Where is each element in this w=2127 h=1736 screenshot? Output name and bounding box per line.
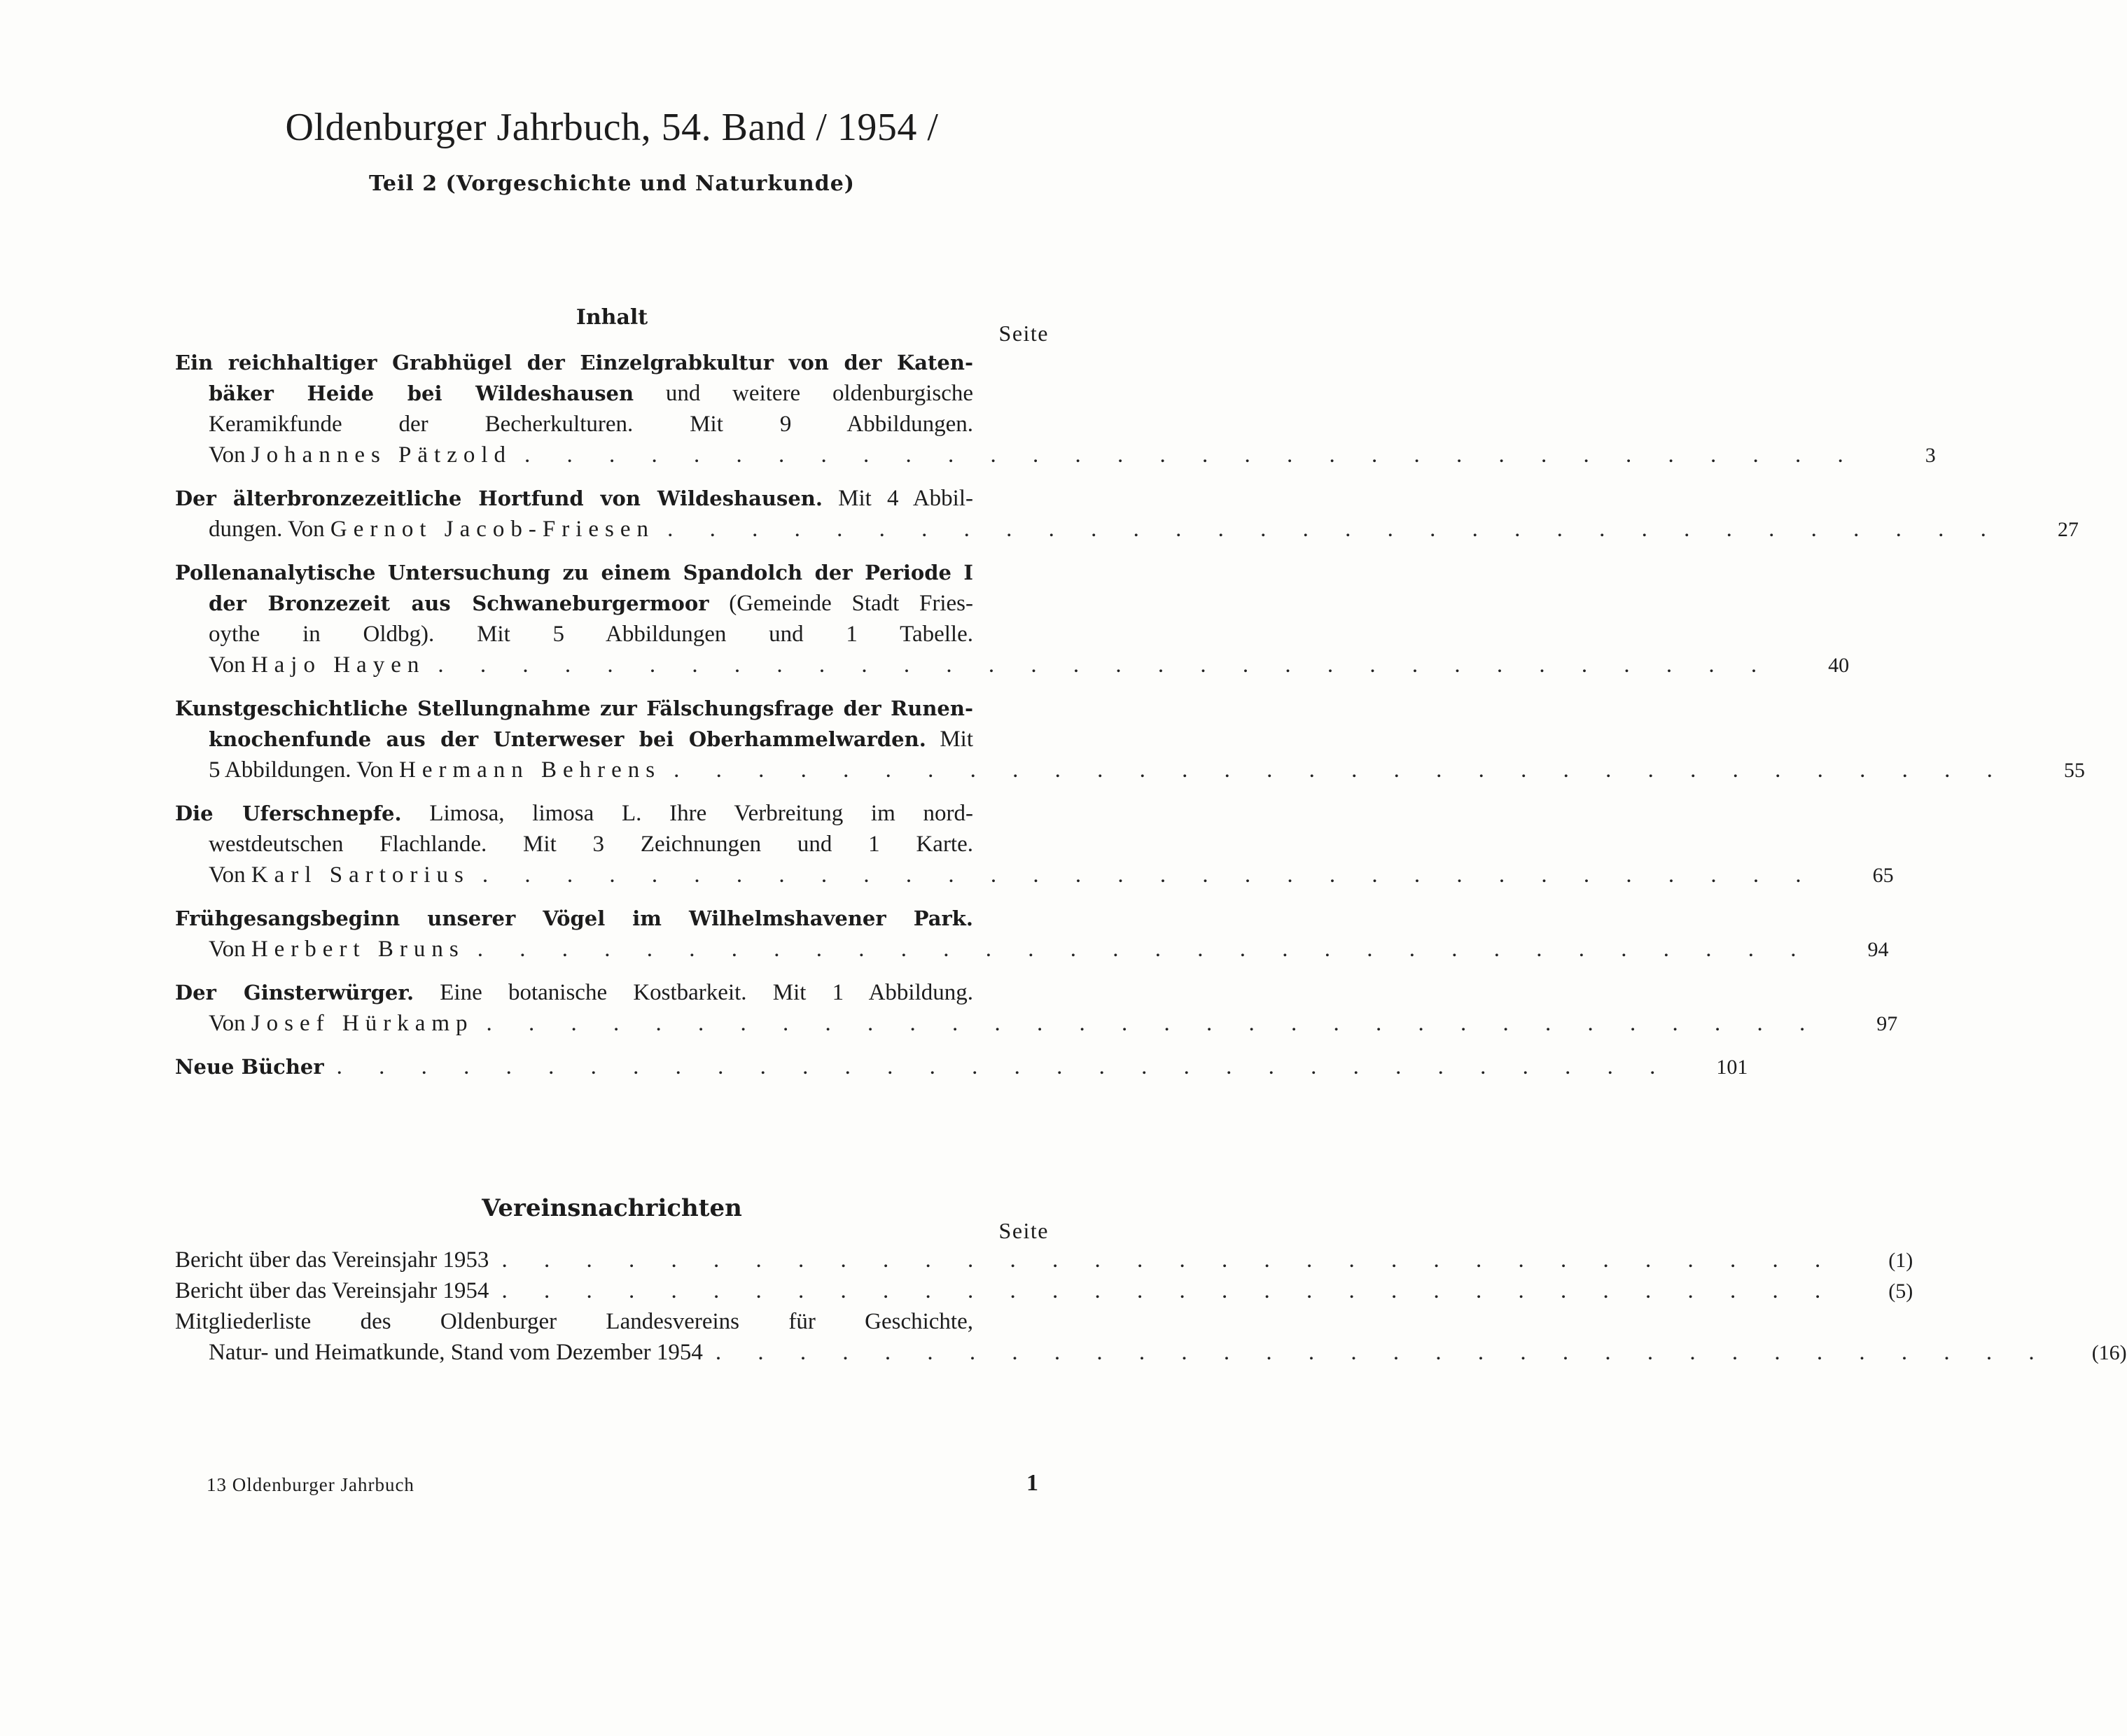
dot-leader: . . . . . . . . . . . . . . . . . . . . . . . . . . . . . . . . xyxy=(501,1278,1836,1303)
toc-line xyxy=(175,1011,1898,1042)
dot-leader: . . . . . . . . . . . . . . . . . . . . . . . . . . . . . . . . xyxy=(336,1054,1671,1079)
toc-line-text xyxy=(209,412,973,438)
toc-entry-text: westdeutschen Flachlande. Mit 3 Zeichnungen und 1 Karte. xyxy=(209,832,973,857)
association-contents xyxy=(175,1247,2127,1371)
dot-leader: . . . . . . . . . . . . . . . . . . . . . . . . . . . . . . . . xyxy=(715,1340,2050,1365)
toc-entry-text: Von xyxy=(209,442,251,468)
toc-entry-text: Limosa, limosa L. Ihre Verbreitung im nord- xyxy=(401,801,973,826)
toc-line-text xyxy=(209,442,512,468)
toc-line-text xyxy=(209,517,655,542)
dot-leader: . . . . . . . . . . . . . . . . . . . . . . . . . . . . . . . . xyxy=(674,757,2008,783)
dot-leader: . . . . . . . . . . . . . . . . . . . . . . . . . . . . . . . . xyxy=(501,1247,1836,1273)
footer-page-number: 1 xyxy=(1026,1470,1038,1496)
toc-entry-title: Die Uferschnepfe. xyxy=(175,802,402,825)
toc-line xyxy=(175,486,1050,517)
contents-page-label: Seite xyxy=(998,321,1049,346)
toc-line-text xyxy=(175,560,973,586)
footer-signature: 13 Oldenburger Jahrbuch xyxy=(207,1474,414,1495)
toc-line xyxy=(175,862,1894,893)
toc-entry-title: Pollenanalytische Untersuchung zu einem Spandolch der Periode I xyxy=(175,561,973,584)
toc-entry-title: Frühgesangsbeginn unserer Vögel im Wilhelmshavener Park. xyxy=(175,906,973,930)
toc-entry-text: oythe in Oldbg). Mit 5 Abbildungen und 1 Tabelle. xyxy=(209,622,973,647)
toc-line xyxy=(175,517,2079,547)
toc-entry xyxy=(175,980,1898,1042)
toc-entry xyxy=(175,560,1850,683)
toc-line-text xyxy=(175,1054,324,1080)
toc-line-text xyxy=(209,727,973,752)
toc-entry-title: Der Ginsterwürger. xyxy=(175,981,414,1004)
toc-line xyxy=(175,381,1050,412)
toc-entry-text: und weitere oldenburgische xyxy=(634,381,973,406)
toc-page-number: 94 xyxy=(1867,938,1889,961)
toc-line-text xyxy=(209,757,661,783)
toc-entry-title: knochenfunde aus der Unterweser bei Oberhammelwarden. xyxy=(209,727,926,751)
toc-entry-title: Kunstgeschichtliche Stellungnahme zur Fälschungsfrage der Runen- xyxy=(175,696,973,720)
toc-entry-text: Eine botanische Kostbarkeit. Mit 1 Abbildung. xyxy=(414,980,973,1005)
association-heading: Vereinsnachrichten xyxy=(482,1194,742,1222)
toc-line-text xyxy=(209,591,973,617)
dot-leader: . . . . . . . . . . . . . . . . . . . . . . . . . . . . . . . . xyxy=(482,862,1817,888)
toc-entry-title: Neue Bücher xyxy=(175,1055,324,1079)
toc-entry-author: Hermann Behrens xyxy=(398,757,662,783)
toc-line-text xyxy=(175,980,973,1006)
toc-line-text xyxy=(209,937,465,962)
association-line xyxy=(175,1309,1050,1340)
toc-line xyxy=(175,727,1050,757)
toc-entry-author: Karl Sartorius xyxy=(251,862,470,888)
toc-page-number: 55 xyxy=(2063,759,2085,782)
association-line-text: Natur- und Heimatkunde, Stand vom Dezember 1954 xyxy=(209,1340,703,1365)
toc-entry-text: (Gemeinde Stadt Fries- xyxy=(709,591,973,616)
association-line-text: Bericht über das Vereinsjahr 1953 xyxy=(175,1247,489,1273)
toc-line-text xyxy=(175,350,973,376)
association-page-number: (1) xyxy=(1888,1249,1913,1272)
toc-line-text xyxy=(175,696,973,722)
page-subtitle: Teil 2 (Vorgeschichte und Naturkunde) xyxy=(369,172,855,196)
toc-entry xyxy=(175,486,2079,547)
toc-entry-text: dungen. Von xyxy=(209,517,330,542)
association-entry xyxy=(175,1309,2127,1371)
toc-line xyxy=(175,622,1050,652)
association-entry xyxy=(175,1247,1913,1278)
association-line xyxy=(175,1247,1913,1278)
toc-entry-title: Ein reichhaltiger Grabhügel der Einzelgrabkultur von der Katen- xyxy=(175,351,973,374)
toc-page-number: 3 xyxy=(1925,444,1936,467)
dot-leader: . . . . . . . . . . . . . . . . . . . . . . . . . . . . . . . . xyxy=(667,517,2002,542)
toc-line xyxy=(175,757,2085,788)
toc-line-text xyxy=(209,381,973,407)
toc-line xyxy=(175,560,1050,591)
toc-line-text xyxy=(209,832,973,858)
toc-entry-title: bäker Heide bei Wildeshausen xyxy=(209,382,634,405)
toc-entry-author: Josef Hürkamp xyxy=(251,1011,474,1036)
association-line xyxy=(175,1278,1913,1309)
toc-line xyxy=(175,801,1050,832)
association-page-number: (5) xyxy=(1888,1280,1913,1303)
toc-entry xyxy=(175,696,2085,788)
toc-line-text xyxy=(209,622,973,648)
toc-line xyxy=(175,906,1050,937)
toc-line-text xyxy=(209,1011,474,1037)
dot-leader: . . . . . . . . . . . . . . . . . . . . . . . . . . . . . . . . xyxy=(524,442,1859,468)
toc-line xyxy=(175,652,1850,683)
page-title: Oldenburger Jahrbuch, 54. Band / 1954 / xyxy=(285,106,939,149)
toc-entry-title: der Bronzezeit aus Schwaneburgermoor xyxy=(209,592,709,615)
toc-line xyxy=(175,412,1050,442)
toc-entry-text: Von xyxy=(209,1011,251,1036)
table-of-contents xyxy=(175,350,2085,1085)
toc-line xyxy=(175,937,1889,967)
toc-page-number: 97 xyxy=(1876,1012,1898,1035)
toc-page-number: 27 xyxy=(2057,518,2079,541)
toc-entry-text: Keramikfunde der Becherkulturen. Mit 9 Abbildungen. xyxy=(209,412,973,437)
association-page-number: (16) xyxy=(2091,1341,2127,1364)
toc-line-text xyxy=(175,801,973,827)
toc-line xyxy=(175,1054,1748,1085)
toc-line xyxy=(175,350,1050,381)
toc-page-number: 101 xyxy=(1716,1056,1748,1079)
toc-entry-text: 5 Abbildungen. Von xyxy=(209,757,399,783)
toc-line-text xyxy=(175,486,973,512)
contents-heading: Inhalt xyxy=(576,305,648,330)
toc-entry-author: Herbert Bruns xyxy=(251,937,465,962)
association-entry xyxy=(175,1278,1913,1309)
toc-line-text xyxy=(209,862,470,888)
association-line-text: Bericht über das Vereinsjahr 1954 xyxy=(175,1278,489,1303)
toc-line xyxy=(175,832,1050,862)
toc-entry-author: Hajo Hayen xyxy=(251,652,426,678)
toc-entry-author: Johannes Pätzold xyxy=(251,442,512,468)
dot-leader: . . . . . . . . . . . . . . . . . . . . . . . . . . . . . . . . xyxy=(486,1011,1821,1036)
association-line-text: Mitgliederliste des Oldenburger Landesvereins für Geschichte, xyxy=(175,1309,973,1334)
toc-entry xyxy=(175,906,1889,967)
toc-entry-text: Mit xyxy=(926,727,974,752)
toc-entry-text: Mit 4 Abbil- xyxy=(822,486,973,511)
toc-entry-text: Von xyxy=(209,937,251,962)
toc-line xyxy=(175,980,1050,1011)
toc-entry-text: Von xyxy=(209,652,251,678)
toc-entry xyxy=(175,1054,1748,1085)
association-line xyxy=(175,1340,2127,1371)
toc-line xyxy=(175,442,1936,473)
toc-entry-author: Gernot Jacob-Friesen xyxy=(330,517,655,542)
toc-entry-text: Von xyxy=(209,862,251,888)
dot-leader: . . . . . . . . . . . . . . . . . . . . . . . . . . . . . . . . xyxy=(438,652,1773,678)
toc-page-number: 40 xyxy=(1828,654,1850,677)
toc-page-number: 65 xyxy=(1872,864,1894,887)
toc-line xyxy=(175,591,1050,622)
toc-line xyxy=(175,696,1050,727)
toc-line-text xyxy=(209,652,425,678)
toc-entry-title: Der älterbronzezeitliche Hortfund von Wildeshausen. xyxy=(175,486,823,510)
dot-leader: . . . . . . . . . . . . . . . . . . . . . . . . . . . . . . . . xyxy=(477,937,1812,962)
toc-line-text xyxy=(175,906,973,932)
toc-entry xyxy=(175,350,1936,473)
toc-entry xyxy=(175,801,1894,893)
association-page-label: Seite xyxy=(998,1218,1049,1243)
